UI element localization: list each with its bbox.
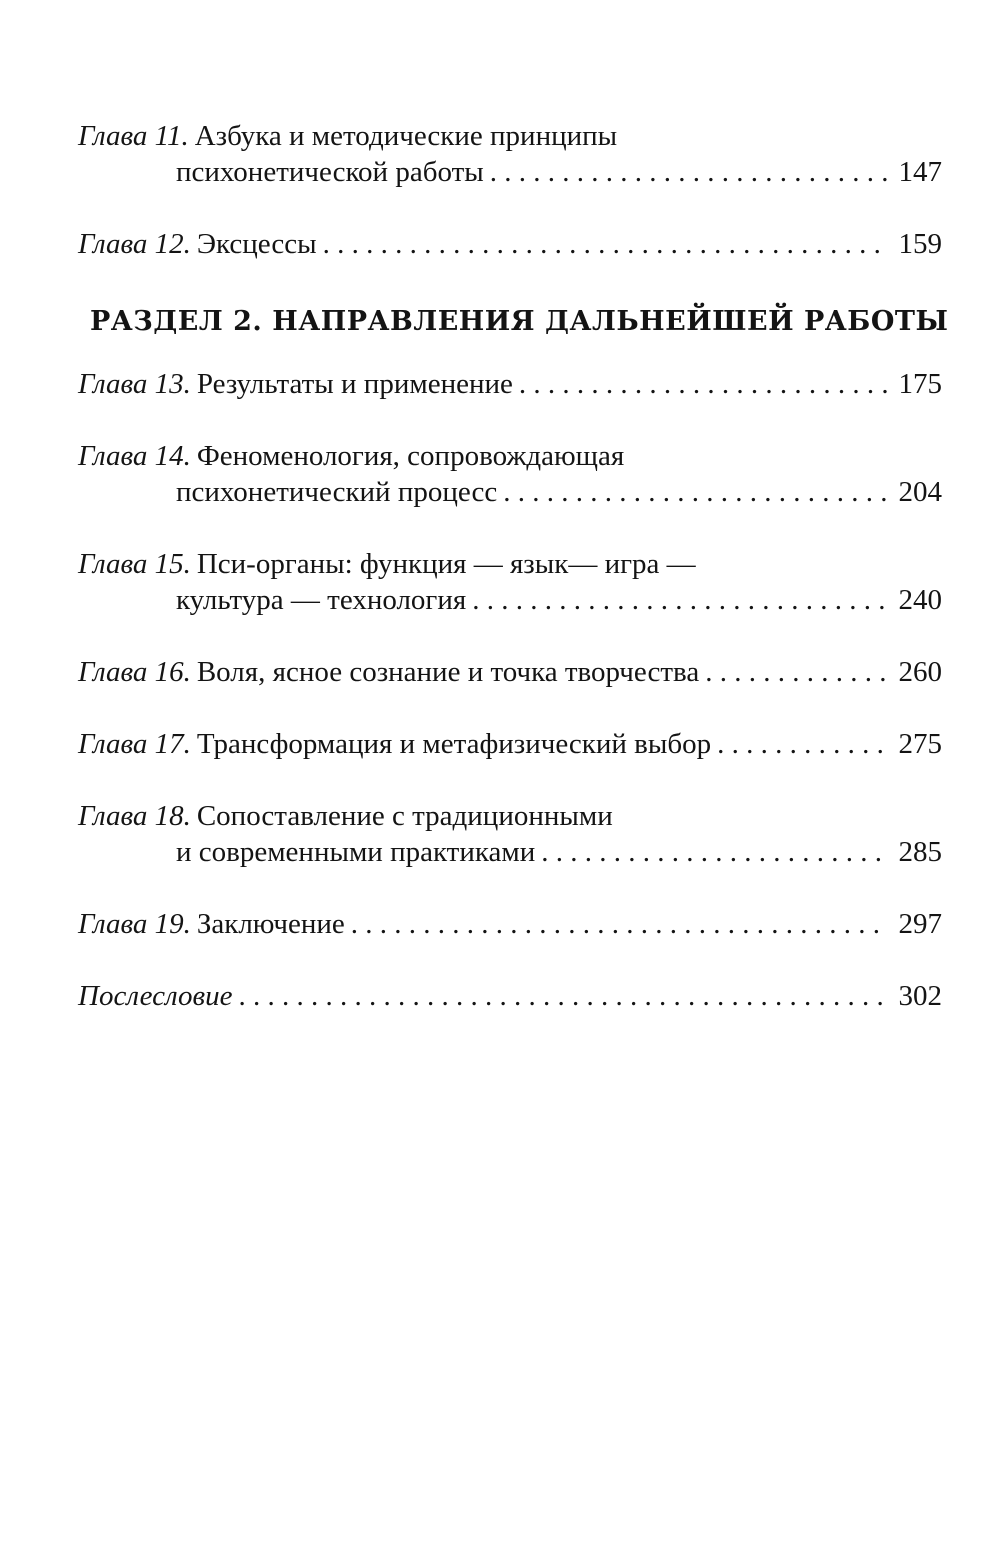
chapter-label: Глава 19. [78, 908, 191, 940]
toc-group-after [78, 366, 942, 1014]
toc-group-before [78, 118, 942, 262]
chapter-title: Пси-органы: функция — язык— игра — [196, 548, 696, 580]
toc-entry-line [78, 366, 942, 402]
page-number: 297 [898, 908, 942, 940]
page-number: 175 [898, 368, 942, 400]
toc-entry-line [78, 154, 942, 190]
dot-leader [503, 474, 888, 510]
chapter-label: Послесловие [78, 980, 233, 1012]
chapter-title: психонетической работы [176, 156, 484, 188]
chapter-label: Глава 11. [78, 120, 189, 152]
table-of-contents [78, 118, 949, 1014]
page-number: 159 [898, 228, 942, 260]
chapter-title: культура — технология [176, 584, 467, 616]
toc-entry [78, 798, 942, 870]
dot-leader [705, 654, 888, 690]
toc-entry [78, 438, 942, 510]
toc-entry [78, 906, 942, 942]
toc-entry-line [78, 546, 942, 582]
chapter-title: Результаты и применение [196, 368, 513, 400]
page-number: 240 [898, 584, 942, 616]
toc-entry-line [78, 654, 942, 690]
dot-leader [490, 154, 889, 190]
dot-leader [351, 906, 889, 942]
chapter-label: Глава 12. [78, 228, 191, 260]
toc-entry-line [78, 582, 942, 618]
toc-entry [78, 226, 942, 262]
page-number: 302 [898, 980, 942, 1012]
toc-entry [78, 546, 942, 618]
dot-leader [323, 226, 889, 262]
toc-entry [78, 978, 942, 1014]
toc-entry-line [78, 474, 942, 510]
chapter-title: Феноменология, сопровождающая [196, 440, 625, 472]
dot-leader [541, 834, 888, 870]
page-number: 147 [898, 156, 942, 188]
chapter-title: Сопоставление с традиционными [196, 800, 613, 832]
chapter-title: Заключение [196, 908, 345, 940]
page-number: 204 [898, 476, 942, 508]
toc-entry-line [78, 726, 942, 762]
chapter-label: Глава 13. [78, 368, 191, 400]
chapter-title: Азбука и методические принципы [194, 120, 618, 152]
toc-entry-line [78, 906, 942, 942]
toc-entry-line [78, 834, 942, 870]
chapter-label: Глава 14. [78, 440, 191, 472]
toc-entry-line [78, 118, 942, 154]
chapter-label: Глава 18. [78, 800, 191, 832]
dot-leader [717, 726, 888, 762]
chapter-title: психонетический процесс [176, 476, 498, 508]
toc-entry [78, 654, 942, 690]
chapter-title: Воля, ясное сознание и точка творчества [196, 656, 700, 688]
chapter-label: Глава 15. [78, 548, 191, 580]
chapter-title: и современными практиками [176, 836, 536, 868]
chapter-title: Трансформация и метафизический выбор [196, 728, 712, 760]
section-heading: РАЗДЕЛ 2. НАПРАВЛЕНИЯ ДАЛЬНЕЙШЕЙ РАБОТЫ [90, 306, 949, 337]
chapter-label: Глава 16. [78, 656, 191, 688]
toc-entry-line [78, 798, 942, 834]
toc-entry-line [78, 226, 942, 262]
page-number: 260 [898, 656, 942, 688]
toc-entry [78, 726, 942, 762]
toc-entry-line [78, 438, 942, 474]
page-number: 275 [898, 728, 942, 760]
toc-entry [78, 366, 942, 402]
dot-leader [519, 366, 889, 402]
dot-leader [239, 978, 889, 1014]
chapter-title: Эксцессы [196, 228, 317, 260]
toc-entry-line [78, 978, 942, 1014]
chapter-label: Глава 17. [78, 728, 191, 760]
dot-leader [472, 582, 888, 618]
toc-entry [78, 118, 942, 190]
page-number: 285 [898, 836, 942, 868]
